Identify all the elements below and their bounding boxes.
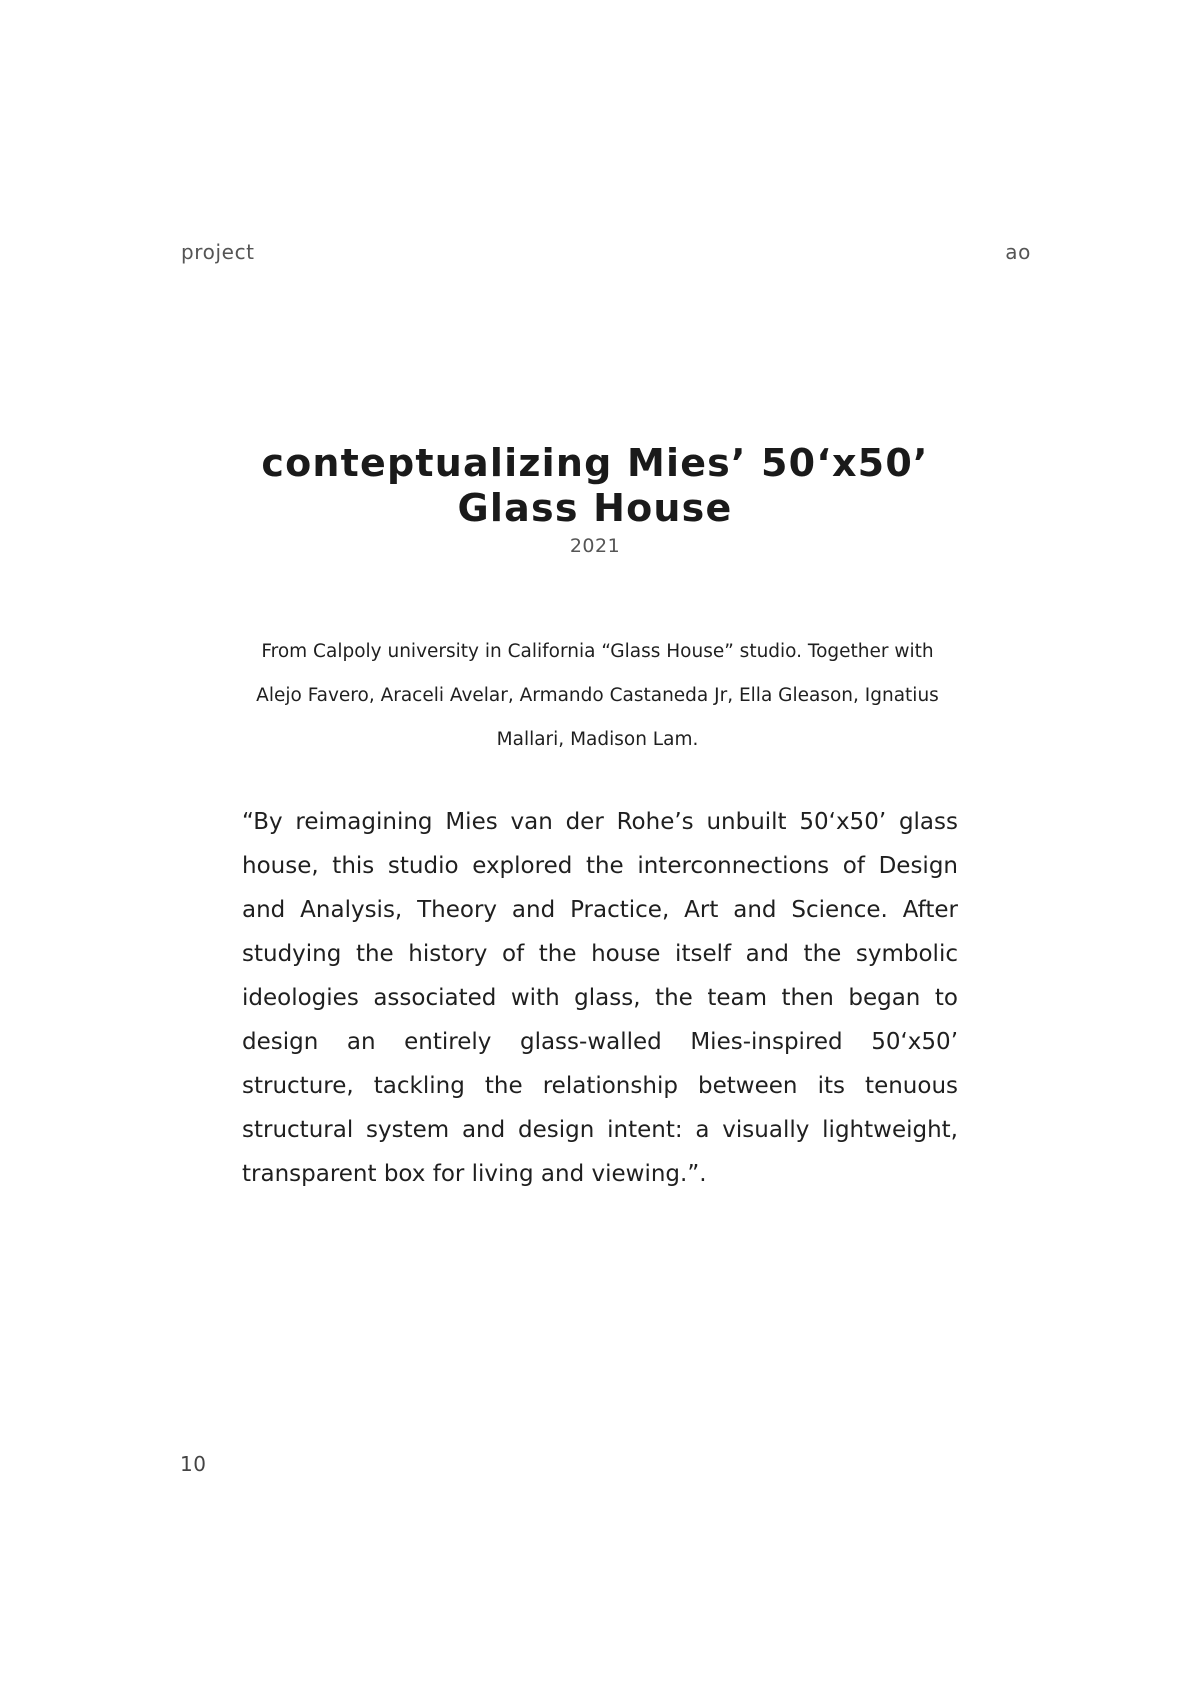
- header-section-label: project: [181, 240, 255, 264]
- page-title-line-1: conteptualizing Mies’ 50‘x50’: [261, 441, 929, 485]
- project-description-quote: “By reimagining Mies van der Rohe’s unbuilt 50‘x50’ glass house, this studio explored the interconnections of Design and Analysis, Theory and Practice, Art and Science. After studying the history of the house itself and the symbolic ideologies associated with glass, the team then began to design an entirely glass-walled Mies-inspired 50‘x50’ structure, tackling the relationship between its tenuous structural system and design intent: a visually lightweight, transparent box for living and viewing.”.: [242, 809, 958, 1187]
- title-block: [0, 441, 1190, 557]
- page-title: [0, 441, 1190, 531]
- header-author-initials: ao: [1005, 240, 1031, 264]
- project-year: 2021: [569, 535, 621, 557]
- credits-paragraph: From Calpoly university in California “Glass House” studio. Together with Alejo Favero, Araceli Avelar, Armando Castaneda Jr, Ella Gleason, Ignatius Mallari, Madison Lam.: [256, 641, 939, 750]
- page-title-line-2: Glass House: [457, 486, 733, 530]
- page-number: 10: [180, 1452, 207, 1476]
